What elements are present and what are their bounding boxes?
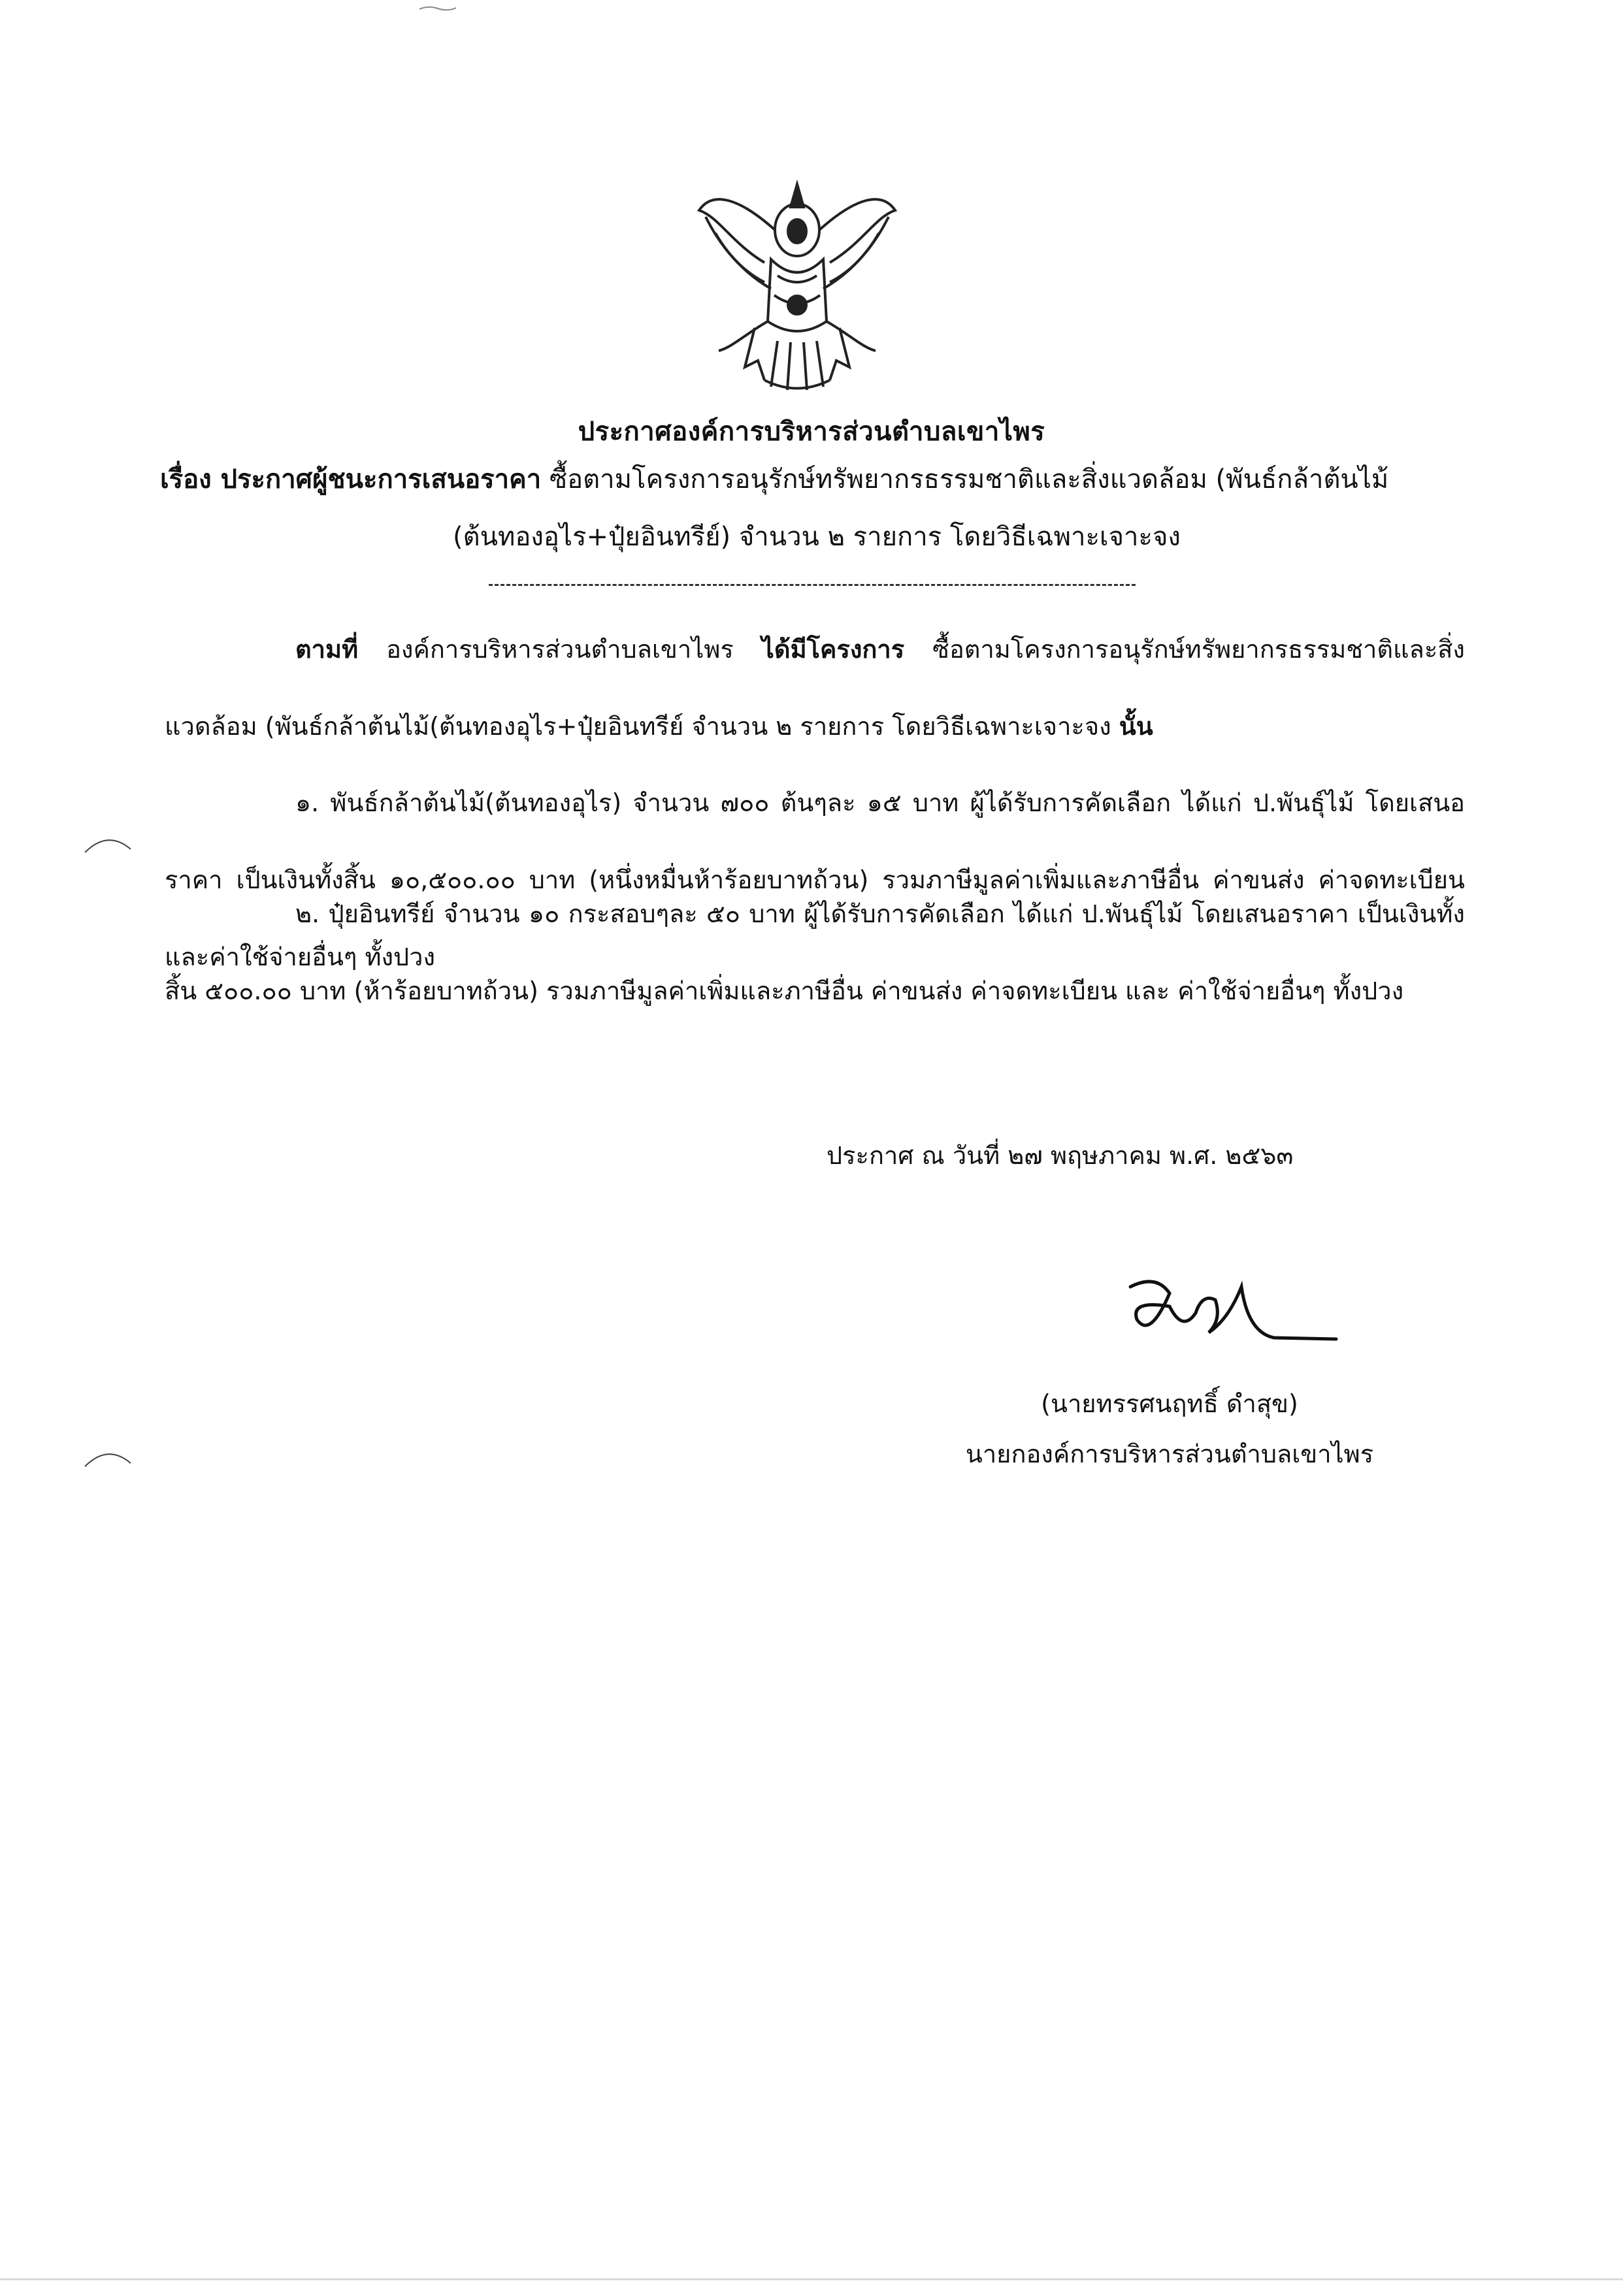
subject-line1: ซื้อตามโครงการอนุรักษ์ทรัพยากรธรรมชาติและสิ่งแวดล้อม (พันธ์กล้าต้นไม้ [549,464,1389,494]
notice-date: ประกาศ ณ วันที่ ๒๗ พฤษภาคม พ.ศ. ๒๕๖๓ [827,1141,1294,1170]
scan-mark [418,4,457,13]
item-2-paragraph [165,875,1465,1029]
punch-hole-mark [82,1444,134,1470]
intro-org: องค์การบริหารส่วนตำบลเขาไพร [386,635,734,664]
intro-text: ซื้อตามโครงการอนุรักษ์ทรัพยากรธรรมชาติและสิ่งแวดล้อม (พันธ์กล้าต้นไม้(ต้นทองอุไร+ปุ๋ยอินทรีย์ จำนวน ๒ รายการ โดยวิธีเฉพาะเจาะจง [165,635,1465,741]
signer-name: (นายทรรศนฤทธิ์ ดำสุข) [1041,1389,1298,1418]
signature [1111,1261,1339,1359]
item-2-text: ๒. ปุ๋ยอินทรีย์ จำนวน ๑๐ กระสอบๆละ ๕๐ บาท ผู้ได้รับการคัดเลือก ได้แก่ ป.พันธุ์ไม้ โดยเสนอราคา เป็นเงินทั้งสิ้น ๕๐๐.๐๐ บาท (ห้าร้อยบาทถ้วน) รวมภาษีมูลค่าเพิ่มและภาษีอื่น ค่าขนส่ง ค่าจดทะเบียน และ ค่าใช้จ่ายอื่นๆ ทั้งปวง [165,899,1465,1005]
notice-heading: ประกาศองค์การบริหารส่วนตำบลเขาไพร [578,417,1045,447]
dashed-divider [489,584,1136,586]
garuda-emblem [693,171,902,400]
punch-hole-mark [82,830,134,856]
subject-line2: (ต้นทองอุไร+ปุ๋ยอินทรีย์) จำนวน ๒ รายการ โดยวิธีเฉพาะเจาะจง [453,522,1181,552]
subject-label: เรื่อง ประกาศผู้ชนะการเสนอราคา [160,464,542,494]
scan-bottom-edge [0,2278,1623,2280]
intro-paragraph [165,611,1465,765]
intro-end: นั้น [1119,712,1153,741]
signer-title: นายกองค์การบริหารส่วนตำบลเขาไพร [965,1440,1374,1468]
notice-subject [160,451,1473,566]
intro-has-project: ได้มีโครงการ [761,635,905,664]
intro-lead: ตามที่ [295,635,359,664]
item-1-text: ๑. พันธ์กล้าต้นไม้(ต้นทองอุไร) จำนวน ๗๐๐ ต้นๆละ ๑๕ บาท ผู้ได้รับการคัดเลือก ได้แก่ ป.พันธุ์ไม้ โดยเสนอราคา เป็นเงินทั้งสิ้น ๑๐,๕๐๐.๐๐ บาท (หนึ่งหมื่นห้าร้อยบาทถ้วน) รวมภาษีมูลค่าเพิ่มและภาษีอื่น ค่าขนส่ง ค่าจดทะเบียน และค่าใช้จ่ายอื่นๆ ทั้งปวง [165,788,1465,971]
